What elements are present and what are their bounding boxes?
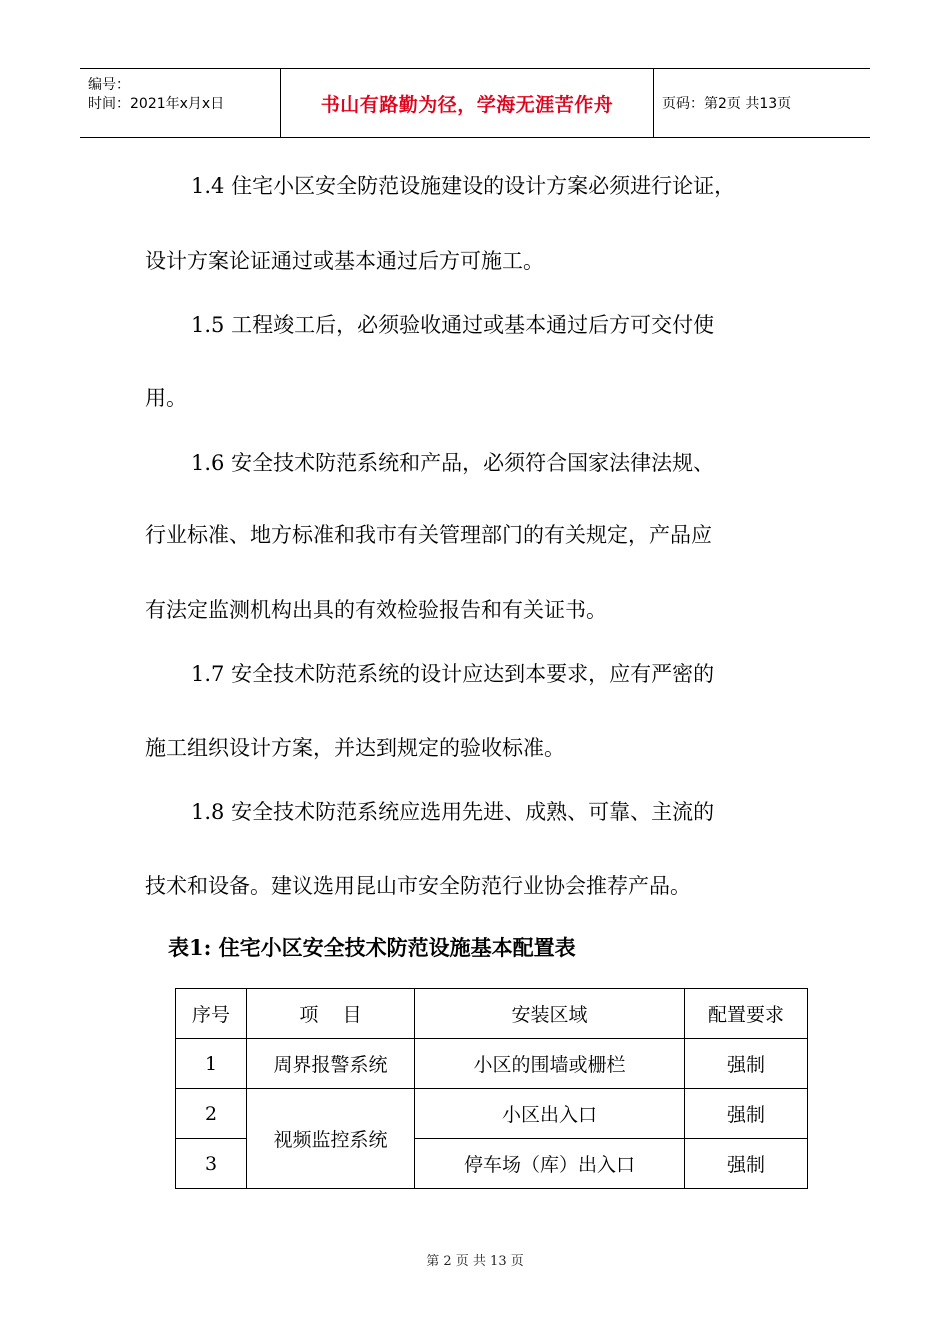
cell-req: 强制 (685, 1139, 808, 1189)
page-footer: 第 2 页 共 13 页 (426, 1254, 524, 1269)
doc-time-label: 时间：2021年x月x日 (88, 96, 225, 112)
cell-area: 小区出入口 (415, 1089, 685, 1139)
cell-req: 强制 (685, 1089, 808, 1139)
table-row (176, 1039, 808, 1089)
cell-no: 3 (176, 1139, 247, 1189)
header-item: 项 目 (247, 989, 415, 1039)
paragraph-1-7-cont: 施工组织设计方案，并达到规定的验收标准。 (145, 736, 565, 760)
paragraph-1-6-cont-2: 有法定监测机构出具的有效检验报告和有关证书。 (145, 598, 607, 622)
cell-req: 强制 (685, 1039, 808, 1089)
header-area: 安装区域 (415, 989, 685, 1039)
header-meta-cell (80, 69, 281, 137)
cell-no: 1 (176, 1039, 247, 1089)
paragraph-1-8-cont: 技术和设备。建议选用昆山市安全防范行业协会推荐产品。 (145, 874, 691, 898)
cell-item: 周界报警系统 (247, 1039, 415, 1089)
table-header-row (176, 989, 808, 1039)
header-req: 配置要求 (685, 989, 808, 1039)
doc-number-label: 编号： (88, 77, 130, 93)
paragraph-1-4-cont: 设计方案论证通过或基本通过后方可施工。 (145, 249, 544, 273)
paragraph-1-7: 1.7 安全技术防范系统的设计应达到本要求，应有严密的 (191, 662, 715, 686)
paragraph-1-5-cont: 用。 (145, 386, 187, 410)
header-motto: 书山有路勤为径，学海无涯苦作舟 (320, 93, 614, 116)
cell-no: 2 (176, 1089, 247, 1139)
header-motto-cell (281, 69, 654, 137)
header-page-info: 页码：第2页 共13页 (662, 96, 792, 112)
config-table (175, 988, 808, 1189)
page-header (80, 68, 870, 138)
cell-item: 视频监控系统 (247, 1089, 415, 1189)
cell-area: 停车场（库）出入口 (415, 1139, 685, 1189)
paragraph-1-6-cont-1: 行业标准、地方标准和我市有关管理部门的有关规定，产品应 (145, 523, 712, 547)
table-row (176, 1089, 808, 1139)
header-page-cell (654, 69, 870, 137)
table-caption: 表1: 住宅小区安全技术防范设施基本配置表 (168, 935, 576, 960)
header-no: 序号 (176, 989, 247, 1039)
paragraph-1-5: 1.5 工程竣工后，必须验收通过或基本通过后方可交付使 (191, 313, 715, 337)
paragraph-1-6: 1.6 安全技术防范系统和产品，必须符合国家法律法规、 (191, 451, 715, 475)
paragraph-1-4: 1.4 住宅小区安全防范设施建设的设计方案必须进行论证， (191, 174, 736, 198)
cell-area: 小区的围墙或栅栏 (415, 1039, 685, 1089)
paragraph-1-8: 1.8 安全技术防范系统应选用先进、成熟、可靠、主流的 (191, 800, 715, 824)
